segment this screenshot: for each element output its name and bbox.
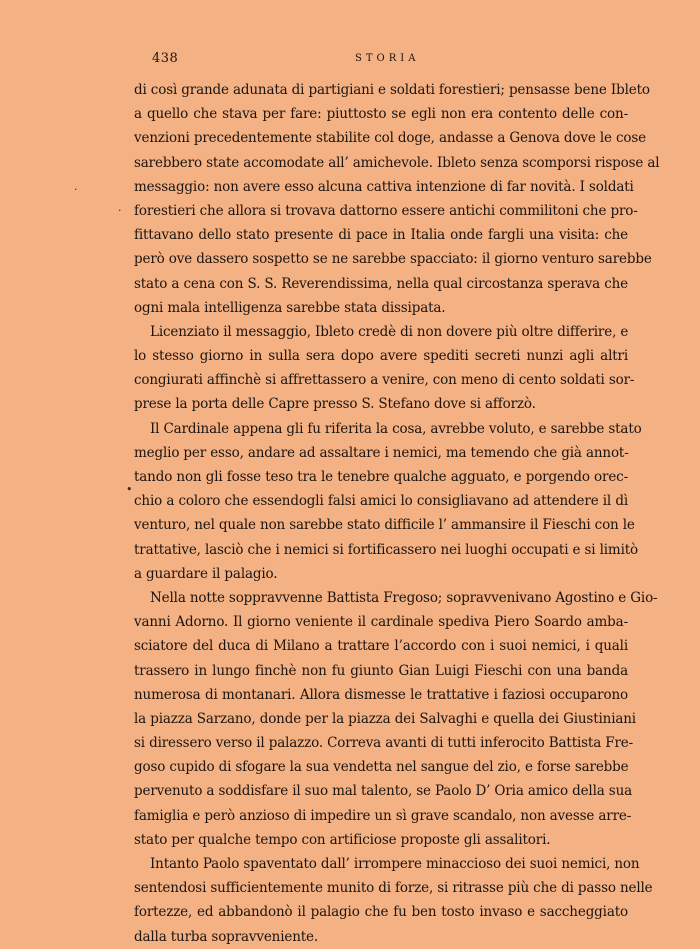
body-text — [134, 78, 660, 949]
text-line: Intanto Paolo spaventato dall’ irrompere minaccioso dei suoi nemici, non — [150, 856, 640, 872]
margin-dot: • — [126, 483, 133, 496]
running-head: STORIA — [355, 53, 420, 64]
text-line: sentendosi sufficientemente munito di forze, si ritrasse più che di passo nelle — [134, 880, 653, 897]
text-line: trassero in lungo finchè non fu giunto Gian Luigi Fieschi con una banda — [134, 662, 628, 679]
text-line: vanni Adorno. Il giorno veniente il cardinale spediva Piero Soardo amba- — [134, 614, 628, 631]
text-line: dalla turba sopravveniente. — [134, 928, 319, 945]
text-line: lo stesso giorno in sulla sera dopo avere spediti secreti nunzi agli altri — [134, 348, 628, 365]
text-line: ogni mala intelligenza sarebbe stata dissipata. — [134, 299, 446, 316]
text-line: trattative, lasciò che i nemici si fortificassero nei luoghi occupati e si limitò — [134, 541, 638, 558]
text-line: si diressero verso il palazzo. Correva avanti di tutti inferocito Battista Fre- — [134, 735, 634, 752]
text-line: messaggio: non avere esso alcuna cattiva intenzione di far novità. I soldati — [134, 178, 634, 195]
text-line: pervenuto a soddisfare il suo mal talento, se Paolo D’ Oria amico della sua — [134, 783, 633, 800]
text-line: numerosa di montanari. Allora dismesse le trattative i faziosi occuparono — [134, 686, 628, 703]
text-line: fittavano dello stato presente di pace in Italia onde fargli una visita: che — [134, 227, 628, 244]
text-line: sciatore del duca di Milano a trattare l’accordo con i suoi nemici, i quali — [134, 638, 628, 655]
text-line: forestieri che allora si trovava dattorno essere antichi commilitoni che pro- — [134, 202, 638, 219]
text-line: Nella notte soppravvenne Battista Fregoso; sopravvenivano Agostino e Gio- — [150, 589, 658, 606]
text-line: a quello che stava per fare: piuttosto se egli non era contento delle con- — [134, 106, 628, 123]
text-line: Licenziato il messaggio, Ibleto credè di non dovere più oltre differire, e — [150, 323, 629, 340]
text-line: però ove dassero sospetto se ne sarebbe spacciato: il giorno venturo sarebbe — [134, 251, 652, 268]
text-line: meglio per esso, andare ad assaltare i nemici, ma temendo che già annot- — [134, 444, 629, 461]
margin-dot: · — [74, 183, 78, 196]
text-line: stato a cena con S. S. Reverendissima, nella qual circostanza sperava che — [134, 275, 628, 292]
text-line: congiurati affinchè si affrettassero a venire, con meno di cento soldati sor- — [134, 372, 635, 389]
text-line: la piazza Sarzano, donde per la piazza dei Salvaghi e quella dei Giustiniani — [134, 710, 636, 727]
text-line: chio a coloro che essendogli falsi amici lo consigliavano ad attendere il dì — [134, 493, 628, 510]
margin-dot: · — [118, 204, 122, 217]
text-line: a guardare il palagio. — [134, 565, 278, 582]
text-line: venzioni precedentemente stabilite col doge, andasse a Genova dove le cose — [134, 130, 646, 147]
text-line: sarebbero state accomodate all’ amichevole. Ibleto senza scomporsi rispose al — [134, 154, 660, 171]
text-line: Il Cardinale appena gli fu riferita la cosa, avrebbe voluto, e sarebbe stato — [150, 420, 642, 437]
text-line: fortezze, ed abbandonò il palagio che fu ben tosto invaso e saccheggiato — [134, 904, 628, 921]
text-line: tando non gli fosse teso tra le tenebre qualche agguato, e porgendo orec- — [134, 469, 628, 485]
text-line: prese la porta delle Capre presso S. Stefano dove si afforzò. — [134, 396, 536, 413]
text-line: venturo, nel quale non sarebbe stato difficile l’ ammansire il Fieschi con le — [134, 517, 635, 534]
text-line: goso cupido di sfogare la sua vendetta nel sangue del zio, e forse sarebbe — [134, 759, 629, 776]
text-line: famiglia e però anzioso di impedire un sì grave scandalo, non avesse arre- — [134, 807, 632, 824]
text-line: di così grande adunata di partigiani e soldati forestieri; pensasse bene Ibleto — [134, 82, 650, 98]
page-number: 438 — [152, 51, 179, 66]
text-line: stato per qualche tempo con artificiose proposte gli assalitori. — [134, 831, 551, 848]
